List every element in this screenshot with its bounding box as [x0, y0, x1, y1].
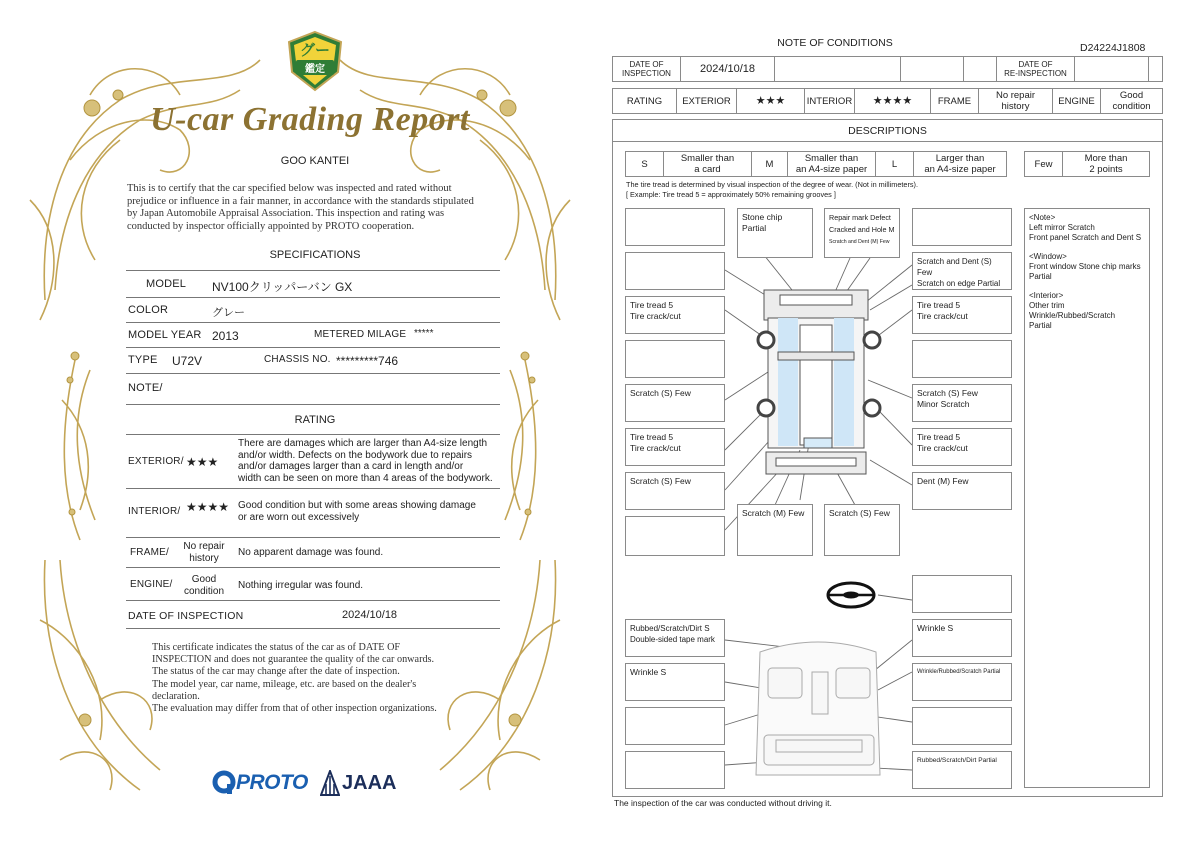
callout-box-tire-left-front	[625, 296, 725, 334]
notes-line: Left mirror Scratch	[1029, 222, 1095, 232]
callout-line: Tire crack/cut	[917, 443, 968, 453]
cell-value-line: No repair	[995, 90, 1036, 101]
callout-line: Dent (M) Few	[917, 476, 969, 486]
callout-text	[913, 297, 972, 325]
notes-line: Partial	[1029, 320, 1052, 330]
callout-line: Repair mark Defect	[829, 213, 891, 222]
notes-line: <Note>	[1029, 213, 1056, 222]
callout-line: Stone chip Partial	[742, 212, 783, 233]
badge-top-text: グー	[299, 42, 330, 59]
color-label: COLOR	[128, 304, 169, 316]
callout-line: Tire tread 5	[917, 432, 961, 442]
callout-box-wrinkle-rubbed	[912, 663, 1012, 701]
date-of-inspection-value: 2024/10/18	[681, 57, 775, 81]
notes-text	[1025, 210, 1151, 334]
callout-box	[912, 340, 1012, 378]
footer-line: The model year, car name, mileage, etc. are based on the dealer's	[152, 678, 417, 690]
issuer-name: GOO KANTEI	[280, 155, 350, 167]
callout-box-rubbed-dirt	[912, 751, 1012, 789]
type-value: U72V	[172, 354, 203, 368]
callout-box	[625, 707, 725, 745]
legend-desc-line: an A4-size paper	[924, 164, 996, 175]
legend-desc-line: an A4-size paper	[795, 164, 868, 175]
callout-text	[626, 429, 685, 457]
callout-box	[625, 340, 725, 378]
model-label: MODEL	[146, 278, 187, 290]
legend-m: M	[752, 152, 788, 176]
callout-box-wrinkle-left	[625, 663, 725, 701]
callout-line: Double-sided tape mark	[630, 635, 715, 644]
interior-stars: ★★★★	[186, 500, 230, 514]
badge-bottom-text: 鑑定	[296, 60, 334, 75]
callout-text	[626, 620, 719, 648]
cell-value-line: Good	[1119, 90, 1144, 101]
callout-line: Scratch and Dent (S) Few	[917, 257, 992, 277]
mileage-label: METERED MILAGE	[314, 329, 407, 340]
callout-box-wrinkle-right	[912, 619, 1012, 657]
notes-spacer	[1029, 242, 1147, 252]
callout-line: Scratch (S) Few	[829, 508, 890, 518]
callout-line: Scratch (S) Few	[917, 388, 978, 398]
legend-desc-line: Larger than	[935, 153, 985, 164]
notes-line: Wrinkle/Rubbed/Scratch	[1029, 310, 1116, 320]
rating-label: RATING	[613, 89, 677, 113]
callout-line: Scratch on edge Partial	[917, 279, 1001, 288]
callout-box-stone-chip	[737, 208, 813, 258]
callout-text	[913, 253, 1011, 292]
exterior-desc-line: and/or damages larger than a card in length and/or	[238, 461, 464, 473]
callout-box	[912, 575, 1012, 613]
callout-text	[825, 209, 899, 251]
exterior-label: EXTERIOR	[677, 89, 737, 113]
callout-line: Scratch (S) Few	[630, 388, 691, 398]
interior-desc-line: Good condition but with some areas showing damage	[238, 500, 476, 511]
mileage-value: *****	[414, 328, 434, 339]
engine-value-line: Good	[191, 574, 217, 585]
callout-line: Rubbed/Scratch/Dirt S	[630, 624, 710, 633]
footer-line: The evaluation may differ from that of other inspection organizations.	[152, 703, 437, 715]
callout-line: Tire tread 5	[630, 432, 674, 442]
cell-label-line: DATE OF	[629, 59, 664, 69]
note-label: NOTE/	[128, 382, 163, 394]
notes-line: Other trim	[1029, 301, 1065, 311]
cell-label-line: INSPECTION	[622, 69, 671, 78]
exterior-stars: ★★★	[737, 89, 805, 113]
footer-line: The status of the car may change after the date of inspection.	[152, 666, 400, 678]
legend-s: S	[626, 152, 664, 176]
cell-label-line: RE-INSPECTION	[1004, 69, 1067, 78]
callout-box-tire-left-rear	[625, 428, 725, 466]
color-value: グレー	[212, 307, 245, 319]
intro-line: conducted by inspector officially appointed by PROTO cooperation.	[127, 220, 415, 232]
proto-logo-text: PROTO	[236, 771, 308, 794]
notes-line: <Window>	[1029, 252, 1067, 262]
frame-value-line: history	[189, 553, 219, 564]
callout-box	[625, 208, 725, 246]
jaaa-logo-text: JAAA	[342, 772, 397, 794]
cell-value-line: history	[1001, 101, 1030, 112]
interior-top-view	[756, 642, 880, 775]
document-id: D24224J1808	[1080, 42, 1146, 54]
exterior-label: EXTERIOR/	[128, 456, 184, 467]
footer-line: declaration.	[152, 690, 200, 702]
chassis-value: *********746	[336, 354, 399, 368]
legend-desc-line: a card	[694, 164, 721, 175]
frame-label: FRAME/	[130, 547, 169, 558]
model-value: NV100クリッパーバン GX	[212, 280, 353, 294]
notes-panel	[1024, 208, 1150, 788]
van-top-view	[764, 290, 868, 474]
intro-line: prejudice or influence in a fair manner, in accordance with the standards stipulated	[127, 195, 474, 207]
callout-line: Tire crack/cut	[630, 443, 681, 453]
callout-box	[912, 208, 1012, 246]
callout-box-tire-right-rear	[912, 428, 1012, 466]
interior-label: INTERIOR/	[128, 506, 181, 517]
date-of-inspection-value: 2024/10/18	[342, 609, 398, 621]
exterior-stars: ★★★	[186, 455, 219, 469]
legend-desc-line: Smaller than	[804, 153, 859, 164]
intro-line: This is to certify that the car specified below was inspected and rated without	[127, 183, 452, 194]
callout-line: Rubbed/Scratch/Dirt Partial	[917, 757, 997, 764]
legend-desc-line: Smaller than	[680, 153, 735, 164]
legend-l: L	[876, 152, 914, 176]
chassis-label: CHASSIS NO.	[264, 354, 331, 365]
callout-line: Scratch (M) Few	[742, 508, 805, 518]
callout-box-tire-right-front	[912, 296, 1012, 334]
callout-text	[913, 429, 972, 457]
callout-box-rear-scratch-m	[737, 504, 813, 556]
callout-box	[912, 707, 1012, 745]
callout-line: Wrinkle S	[630, 667, 667, 677]
engine-label: ENGINE	[1053, 89, 1101, 113]
specifications-heading: SPECIFICATIONS	[269, 249, 361, 261]
callout-line: Tire tread 5	[630, 300, 674, 310]
report-title: U-car Grading Report	[150, 101, 470, 138]
callout-box-repair-mark	[824, 208, 900, 258]
exterior-desc-line: There are damages which are larger than A4-size length	[238, 438, 488, 449]
callout-text	[626, 297, 685, 325]
callout-box-interior-left	[625, 619, 725, 657]
tire-note-line: [ Example: Tire tread 5 = approximately 50% remaining grooves ]	[626, 189, 836, 199]
callout-box-right-top	[912, 252, 1012, 290]
exterior-desc-line: width can be seen on more than 4 areas of the bodywork.	[238, 472, 493, 484]
callout-line: Scratch and Dent (M) Few	[829, 239, 890, 245]
legend-few: Few	[1025, 152, 1063, 176]
footer-line: INSPECTION and does not guarantee the quality of the car onwards.	[152, 654, 435, 666]
callout-box-left-scratch	[625, 384, 725, 422]
tire-note-line: The tire tread is determined by visual inspection of the degree of wear. (Not in millimeters).	[626, 180, 919, 189]
callout-box	[625, 516, 725, 556]
callout-box-left-scratch-2	[625, 472, 725, 510]
model-year-label: MODEL YEAR	[128, 329, 202, 341]
callout-line: Scratch (S) Few	[630, 476, 691, 486]
steering-wheel-icon	[828, 583, 874, 607]
callout-box-rear-scratch-s	[824, 504, 900, 556]
callout-line: Cracked and Hole M	[829, 225, 895, 234]
notes-spacer	[1029, 282, 1147, 292]
callout-box-right-scratch	[912, 384, 1012, 422]
callout-line: Tire crack/cut	[917, 311, 968, 321]
notes-line: Front window Stone chip marks	[1029, 261, 1141, 271]
cell-label-line: DATE OF	[1018, 59, 1053, 69]
notes-line: Partial	[1029, 271, 1052, 281]
frame-label: FRAME	[931, 89, 979, 113]
callout-line: Tire crack/cut	[630, 311, 681, 321]
type-label: TYPE	[128, 354, 158, 366]
callout-line: Minor Scratch	[917, 399, 970, 409]
frame-description: No apparent damage was found.	[238, 547, 384, 558]
interior-stars: ★★★★	[855, 89, 931, 113]
callout-box-right-dent	[912, 472, 1012, 510]
model-year-value: 2013	[212, 329, 239, 343]
interior-desc-line: or are worn out excessively	[238, 512, 360, 523]
footer-line: This certificate indicates the status of the car as of DATE OF	[152, 642, 401, 653]
callout-line: Wrinkle S	[917, 623, 954, 633]
intro-line: by Japan Automobile Appraisal Association. This inspection and rating was	[127, 208, 445, 220]
notes-line: Front panel Scratch and Dent S	[1029, 232, 1142, 242]
sheet-title: NOTE OF CONDITIONS	[777, 37, 893, 49]
callout-text	[913, 385, 982, 413]
engine-description: Nothing irregular was found.	[238, 580, 364, 591]
rating-heading: RATING	[294, 414, 336, 426]
notes-line: <Interior>	[1029, 291, 1064, 301]
callout-line: Tire tread 5	[917, 300, 961, 310]
callout-line: Wrinkle/Rubbed/Scratch Partial	[917, 669, 1001, 675]
date-of-inspection-label: DATE OF INSPECTION	[128, 610, 244, 622]
frame-value-line: No repair	[183, 541, 225, 552]
sheet-footer: The inspection of the car was conducted without driving it.	[614, 798, 832, 808]
callout-box	[625, 751, 725, 789]
interior-label: INTERIOR	[805, 89, 855, 113]
exterior-desc-line: and/or width. Defects on the bodywork due to repairs	[238, 449, 473, 461]
cell-value-line: condition	[1112, 101, 1151, 112]
engine-label: ENGINE/	[130, 579, 173, 590]
callout-box	[625, 252, 725, 290]
descriptions-heading: DESCRIPTIONS	[848, 125, 927, 137]
legend-desc-line: 2 points	[1089, 164, 1123, 175]
engine-value-line: condition	[183, 586, 225, 597]
legend-desc-line: More than	[1084, 153, 1128, 164]
